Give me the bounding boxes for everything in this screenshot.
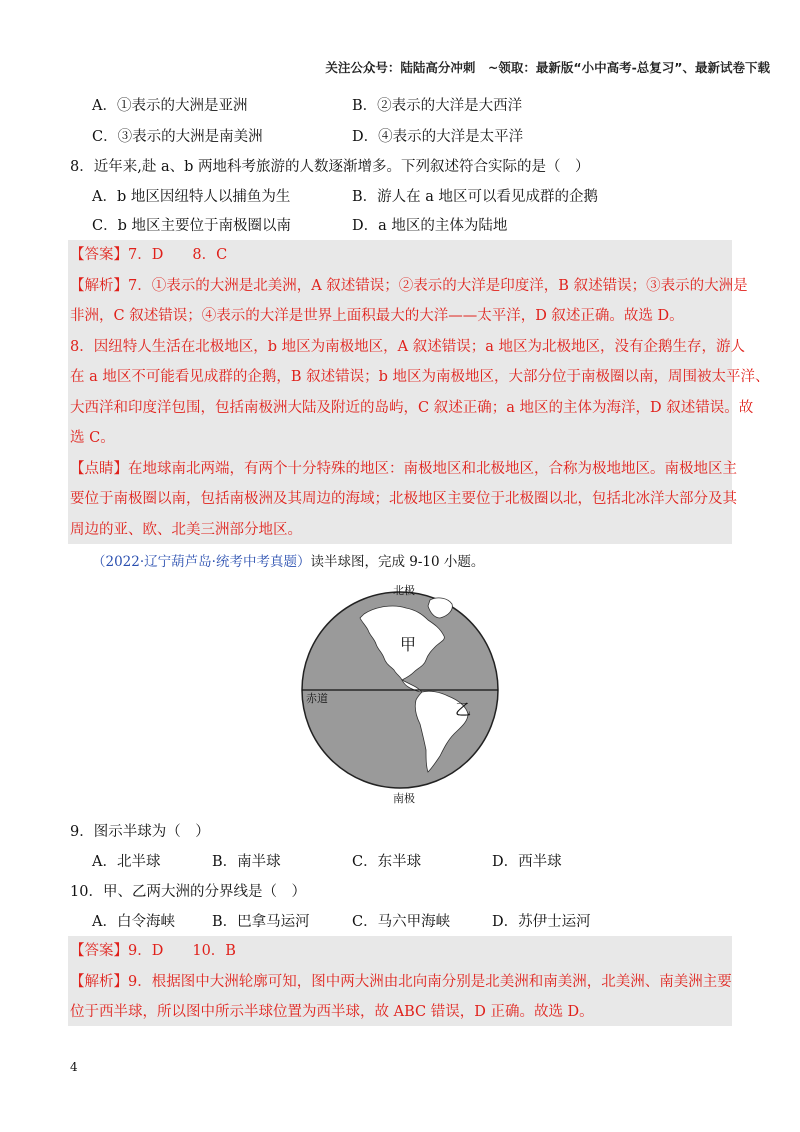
- tip-line: 要位于南极圈以南，包括南极洲及其周边的海域；北极地区主要位于北极圈以北，包括北冰洋大部分及其: [70, 491, 737, 507]
- analysis-line: 选 C。: [70, 430, 115, 446]
- analysis-line: 在 a 地区不可能看见成群的企鹅，B 叙述错误；b 地区为南极地区，大部分位于南极圈以南，周围被太平洋、: [70, 369, 770, 385]
- answer-7-8: 【答案】7．D 8．C: [70, 247, 228, 263]
- q7-option-d: D．④表示的大洋是太平洋: [352, 129, 524, 145]
- source-text: 读半球图，完成 9-10 小题。: [310, 554, 485, 570]
- source-tag: （2022·辽宁葫芦岛·统考中考真题）: [92, 554, 311, 570]
- page-header: 关注公众号：陆陆高分冲刺 ~领取：最新版“小中高考-总复习”、最新试卷下载: [325, 60, 770, 75]
- q8-option-b: B．游人在 a 地区可以看见成群的企鹅: [352, 189, 599, 205]
- q8-option-c: C．b 地区主要位于南极圈以南: [92, 218, 291, 234]
- q8-option-d: D．a 地区的主体为陆地: [352, 218, 508, 234]
- q8-option-a: A．b 地区因纽特人以捕鱼为生: [92, 189, 291, 205]
- q9-option-a: A．北半球: [92, 854, 161, 870]
- answer-9-10: 【答案】9．D 10．B: [70, 943, 236, 959]
- analysis-line: 大西洋和印度洋包围，包括南极洲大陆及附近的岛屿，C 叙述正确；a 地区的主体为海洋，D 叙述错误。故: [70, 400, 754, 416]
- analysis-line: 【解析】9．根据图中大洲轮廓可知，图中两大洲由北向南分别是北美洲和南美洲，北美洲、南美洲主要: [70, 974, 732, 990]
- q9-option-d: D．西半球: [492, 854, 562, 870]
- q10-stem: 10．甲、乙两大洲的分界线是（ ）: [70, 884, 306, 900]
- q8-stem: 8．近年来,赴 a、b 两地科考旅游的人数逐渐增多。下列叙述符合实际的是（ ）: [70, 159, 590, 175]
- q10-option-a: A．白令海峡: [92, 914, 175, 930]
- tip-line: 【点睛】在地球南北两端，有两个十分特殊的地区：南极地区和北极地区，合称为极地地区。南极地区主: [70, 461, 737, 477]
- page-number: 4: [70, 1060, 78, 1074]
- tip-line: 周边的亚、欧、北美三洲部分地区。: [70, 522, 302, 538]
- q9-option-c: C．东半球: [352, 854, 422, 870]
- equator-label: 赤道: [306, 692, 328, 705]
- analysis-line: 非洲，C 叙述错误；④表示的大洋是世界上面积最大的大洋——太平洋，D 叙述正确。故选 D。: [70, 308, 684, 324]
- analysis-line: 【解析】7．①表示的大洲是北美洲，A 叙述错误；②表示的大洋是印度洋，B 叙述错误；③表示的大洲是: [70, 278, 748, 294]
- south-pole-label: 南极: [393, 792, 415, 805]
- north-pole-label: 北极: [393, 584, 415, 597]
- q7-option-a: A．①表示的大洲是亚洲: [92, 98, 248, 114]
- source-line: [92, 552, 484, 572]
- q7-option-c: C．③表示的大洲是南美洲: [92, 129, 263, 145]
- q7-option-b: B．②表示的大洋是大西洋: [352, 98, 523, 114]
- q10-option-c: C．马六甲海峡: [352, 914, 451, 930]
- analysis-line: 位于西半球，所以图中所示半球位置为西半球，故 ABC 错误，D 正确。故选 D。: [70, 1004, 594, 1020]
- q10-option-d: D．苏伊士运河: [492, 914, 591, 930]
- q9-option-b: B．南半球: [212, 854, 281, 870]
- q10-option-b: B．巴拿马运河: [212, 914, 310, 930]
- continent-jia-label: 甲: [400, 635, 417, 654]
- analysis-line: 8．因纽特人生活在北极地区，b 地区为南极地区，A 叙述错误；a 地区为北极地区，没有企鹅生存，游人: [70, 339, 745, 355]
- q9-stem: 9．图示半球为（ ）: [70, 824, 210, 840]
- continent-yi-label: 乙: [455, 700, 472, 719]
